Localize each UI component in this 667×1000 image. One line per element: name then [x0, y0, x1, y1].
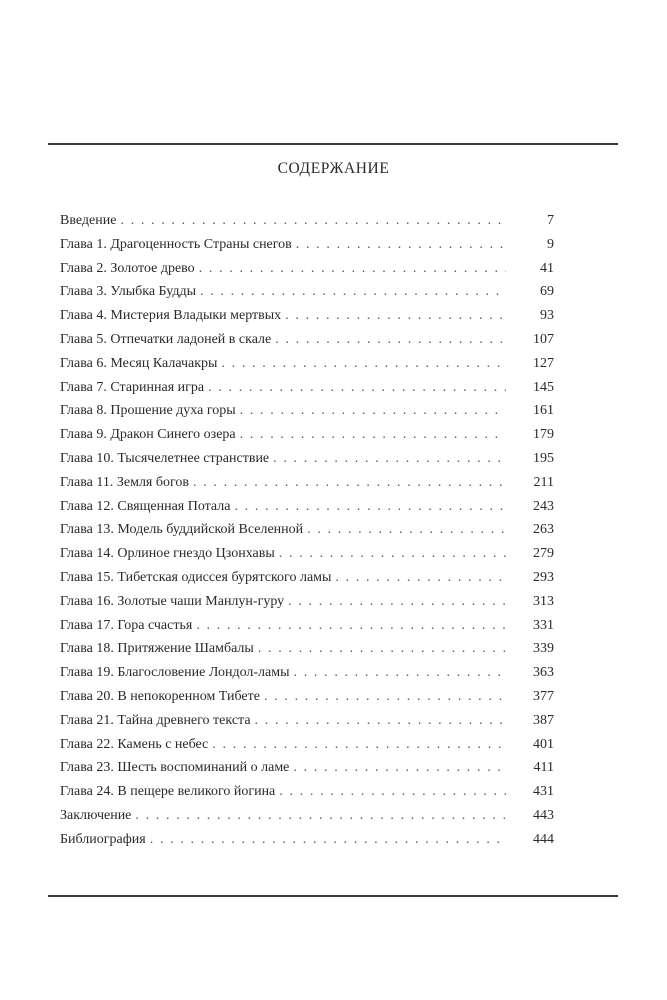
toc-entry-page-number: 331 — [533, 617, 554, 633]
toc-entry-page-number: 431 — [533, 784, 554, 800]
toc-entry-page-number: 107 — [533, 331, 554, 347]
toc-entry-page-number: 279 — [533, 546, 554, 562]
toc-entry-page-number: 363 — [533, 665, 554, 681]
page-title: СОДЕРЖАНИЕ — [277, 160, 390, 177]
toc-entry-label: Глава 7. Старинная игра — [60, 379, 205, 395]
toc-entry-label: Введение — [60, 213, 117, 228]
toc-entry-label: Глава 1. Драгоценность Страны снегов — [60, 236, 292, 252]
dot-leader — [200, 280, 506, 304]
toc-entry-page-number: 243 — [533, 498, 554, 514]
toc-entry[interactable] — [60, 471, 554, 495]
dot-leader — [294, 661, 506, 685]
toc-entry-label: Глава 18. Притяжение Шамбалы — [60, 641, 254, 657]
toc-entry-label: Глава 13. Модель буддийской Вселенной — [60, 522, 304, 538]
dot-leader — [258, 637, 506, 661]
dot-leader — [296, 233, 506, 257]
dot-leader — [335, 566, 506, 590]
toc-entry[interactable] — [60, 637, 554, 661]
toc-entry-label: Заключение — [60, 807, 132, 823]
toc-entry-label: Глава 22. Камень с небес — [60, 736, 209, 752]
dot-leader — [135, 804, 506, 828]
dot-leader — [199, 257, 506, 281]
toc-entry-label: Глава 19. Благословение Лондол-ламы — [60, 665, 290, 681]
toc-entry-label: Глава 12. Священная Потала — [60, 498, 231, 514]
toc-entry-page-number: 9 — [547, 236, 554, 252]
toc-entry-label: Глава 16. Золотые чаши Манлун-гуру — [60, 593, 285, 609]
dot-leader — [234, 495, 506, 519]
bottom-rule — [48, 895, 618, 897]
dot-leader — [196, 614, 506, 638]
toc-entry-label: Глава 10. Тысячелетнее странствие — [60, 450, 270, 466]
toc-entry-label: Глава 4. Мистерия Владыки мертвых — [60, 308, 282, 324]
toc-entry[interactable] — [60, 352, 554, 376]
toc-entry[interactable] — [60, 376, 554, 400]
toc-entry[interactable] — [60, 280, 554, 304]
toc-entry[interactable] — [60, 233, 554, 257]
toc-entry-label: Глава 2. Золотое древо — [60, 260, 195, 276]
dot-leader — [285, 304, 506, 328]
toc-entry[interactable] — [60, 518, 554, 542]
toc-entry-page-number: 93 — [540, 308, 554, 324]
toc-entry[interactable] — [60, 495, 554, 519]
toc-entry-label: Глава 11. Земля богов — [60, 474, 190, 490]
dot-leader — [208, 376, 506, 400]
toc-entry[interactable] — [60, 447, 554, 471]
dot-leader — [293, 756, 506, 780]
dot-leader — [212, 733, 506, 757]
toc-entry-label: Глава 8. Прошение духа горы — [60, 403, 236, 419]
toc-entry-page-number: 69 — [540, 284, 554, 300]
toc-entry-label: Глава 9. Дракон Синего озера — [60, 427, 236, 443]
toc-entry-page-number: 401 — [533, 736, 554, 752]
toc-entry-label: Библиография — [60, 831, 146, 847]
dot-leader — [279, 542, 506, 566]
toc-entry-label: Глава 3. Улыбка Будды — [60, 284, 196, 300]
toc-entry-page-number: 293 — [533, 569, 554, 585]
toc-entry-label: Глава 15. Тибетская одиссея бурятского ламы — [60, 569, 332, 585]
toc-entry-page-number: 127 — [533, 355, 554, 371]
dot-leader — [307, 518, 506, 542]
toc-entry-page-number: 263 — [533, 522, 554, 538]
toc-entry[interactable] — [60, 566, 554, 590]
toc-entry-label: Глава 23. Шесть воспоминаний о ламе — [60, 760, 290, 776]
toc-entry[interactable] — [60, 423, 554, 447]
table-of-contents — [60, 209, 554, 852]
toc-entry[interactable] — [60, 780, 554, 804]
dot-leader — [264, 685, 506, 709]
dot-leader — [273, 447, 506, 471]
toc-entry[interactable] — [60, 257, 554, 281]
toc-entry-page-number: 339 — [533, 641, 554, 657]
toc-entry[interactable] — [60, 542, 554, 566]
dot-leader — [279, 780, 506, 804]
toc-entry-page-number: 444 — [533, 831, 554, 847]
top-rule — [48, 143, 618, 145]
toc-entry-page-number: 377 — [533, 688, 554, 704]
toc-entry-label: Глава 6. Месяц Калачакры — [60, 355, 218, 371]
dot-leader — [275, 328, 506, 352]
toc-entry-label: Глава 17. Гора счастья — [60, 617, 193, 633]
toc-entry[interactable] — [60, 590, 554, 614]
toc-entry[interactable] — [60, 733, 554, 757]
toc-entry[interactable] — [60, 804, 554, 828]
toc-entry-page-number: 161 — [533, 403, 554, 419]
toc-entry[interactable] — [60, 685, 554, 709]
toc-entry[interactable] — [60, 304, 554, 328]
toc-entry-label: Глава 21. Тайна древнего текста — [60, 712, 251, 728]
toc-entry-label: Глава 24. В пещере великого йогина — [60, 784, 276, 800]
toc-entry-page-number: 443 — [533, 807, 554, 823]
dot-leader — [120, 209, 506, 233]
toc-entry-page-number: 313 — [533, 593, 554, 609]
toc-entry[interactable] — [60, 614, 554, 638]
toc-entry-page-number: 179 — [533, 427, 554, 443]
dot-leader — [288, 590, 506, 614]
toc-entry-page-number: 41 — [540, 260, 554, 276]
dot-leader — [150, 828, 506, 852]
toc-entry[interactable] — [60, 709, 554, 733]
toc-entry-page-number: 7 — [547, 213, 554, 228]
toc-entry-page-number: 387 — [533, 712, 554, 728]
toc-entry[interactable] — [60, 661, 554, 685]
toc-entry-page-number: 211 — [533, 474, 554, 490]
toc-entry[interactable] — [60, 328, 554, 352]
toc-entry[interactable] — [60, 756, 554, 780]
dot-leader — [240, 399, 506, 423]
dot-leader — [240, 423, 506, 447]
dot-leader — [255, 709, 506, 733]
dot-leader — [221, 352, 506, 376]
dot-leader — [193, 471, 506, 495]
toc-entry-label: Глава 5. Отпечатки ладоней в скале — [60, 331, 272, 347]
toc-entry[interactable] — [60, 828, 554, 852]
toc-entry[interactable] — [60, 399, 554, 423]
toc-entry-label: Глава 14. Орлиное гнездо Цзонхавы — [60, 546, 275, 562]
toc-entry[interactable] — [60, 209, 554, 233]
toc-entry-page-number: 411 — [533, 760, 554, 776]
toc-entry-page-number: 145 — [533, 379, 554, 395]
toc-entry-page-number: 195 — [533, 450, 554, 466]
toc-entry-label: Глава 20. В непокоренном Тибете — [60, 688, 260, 704]
